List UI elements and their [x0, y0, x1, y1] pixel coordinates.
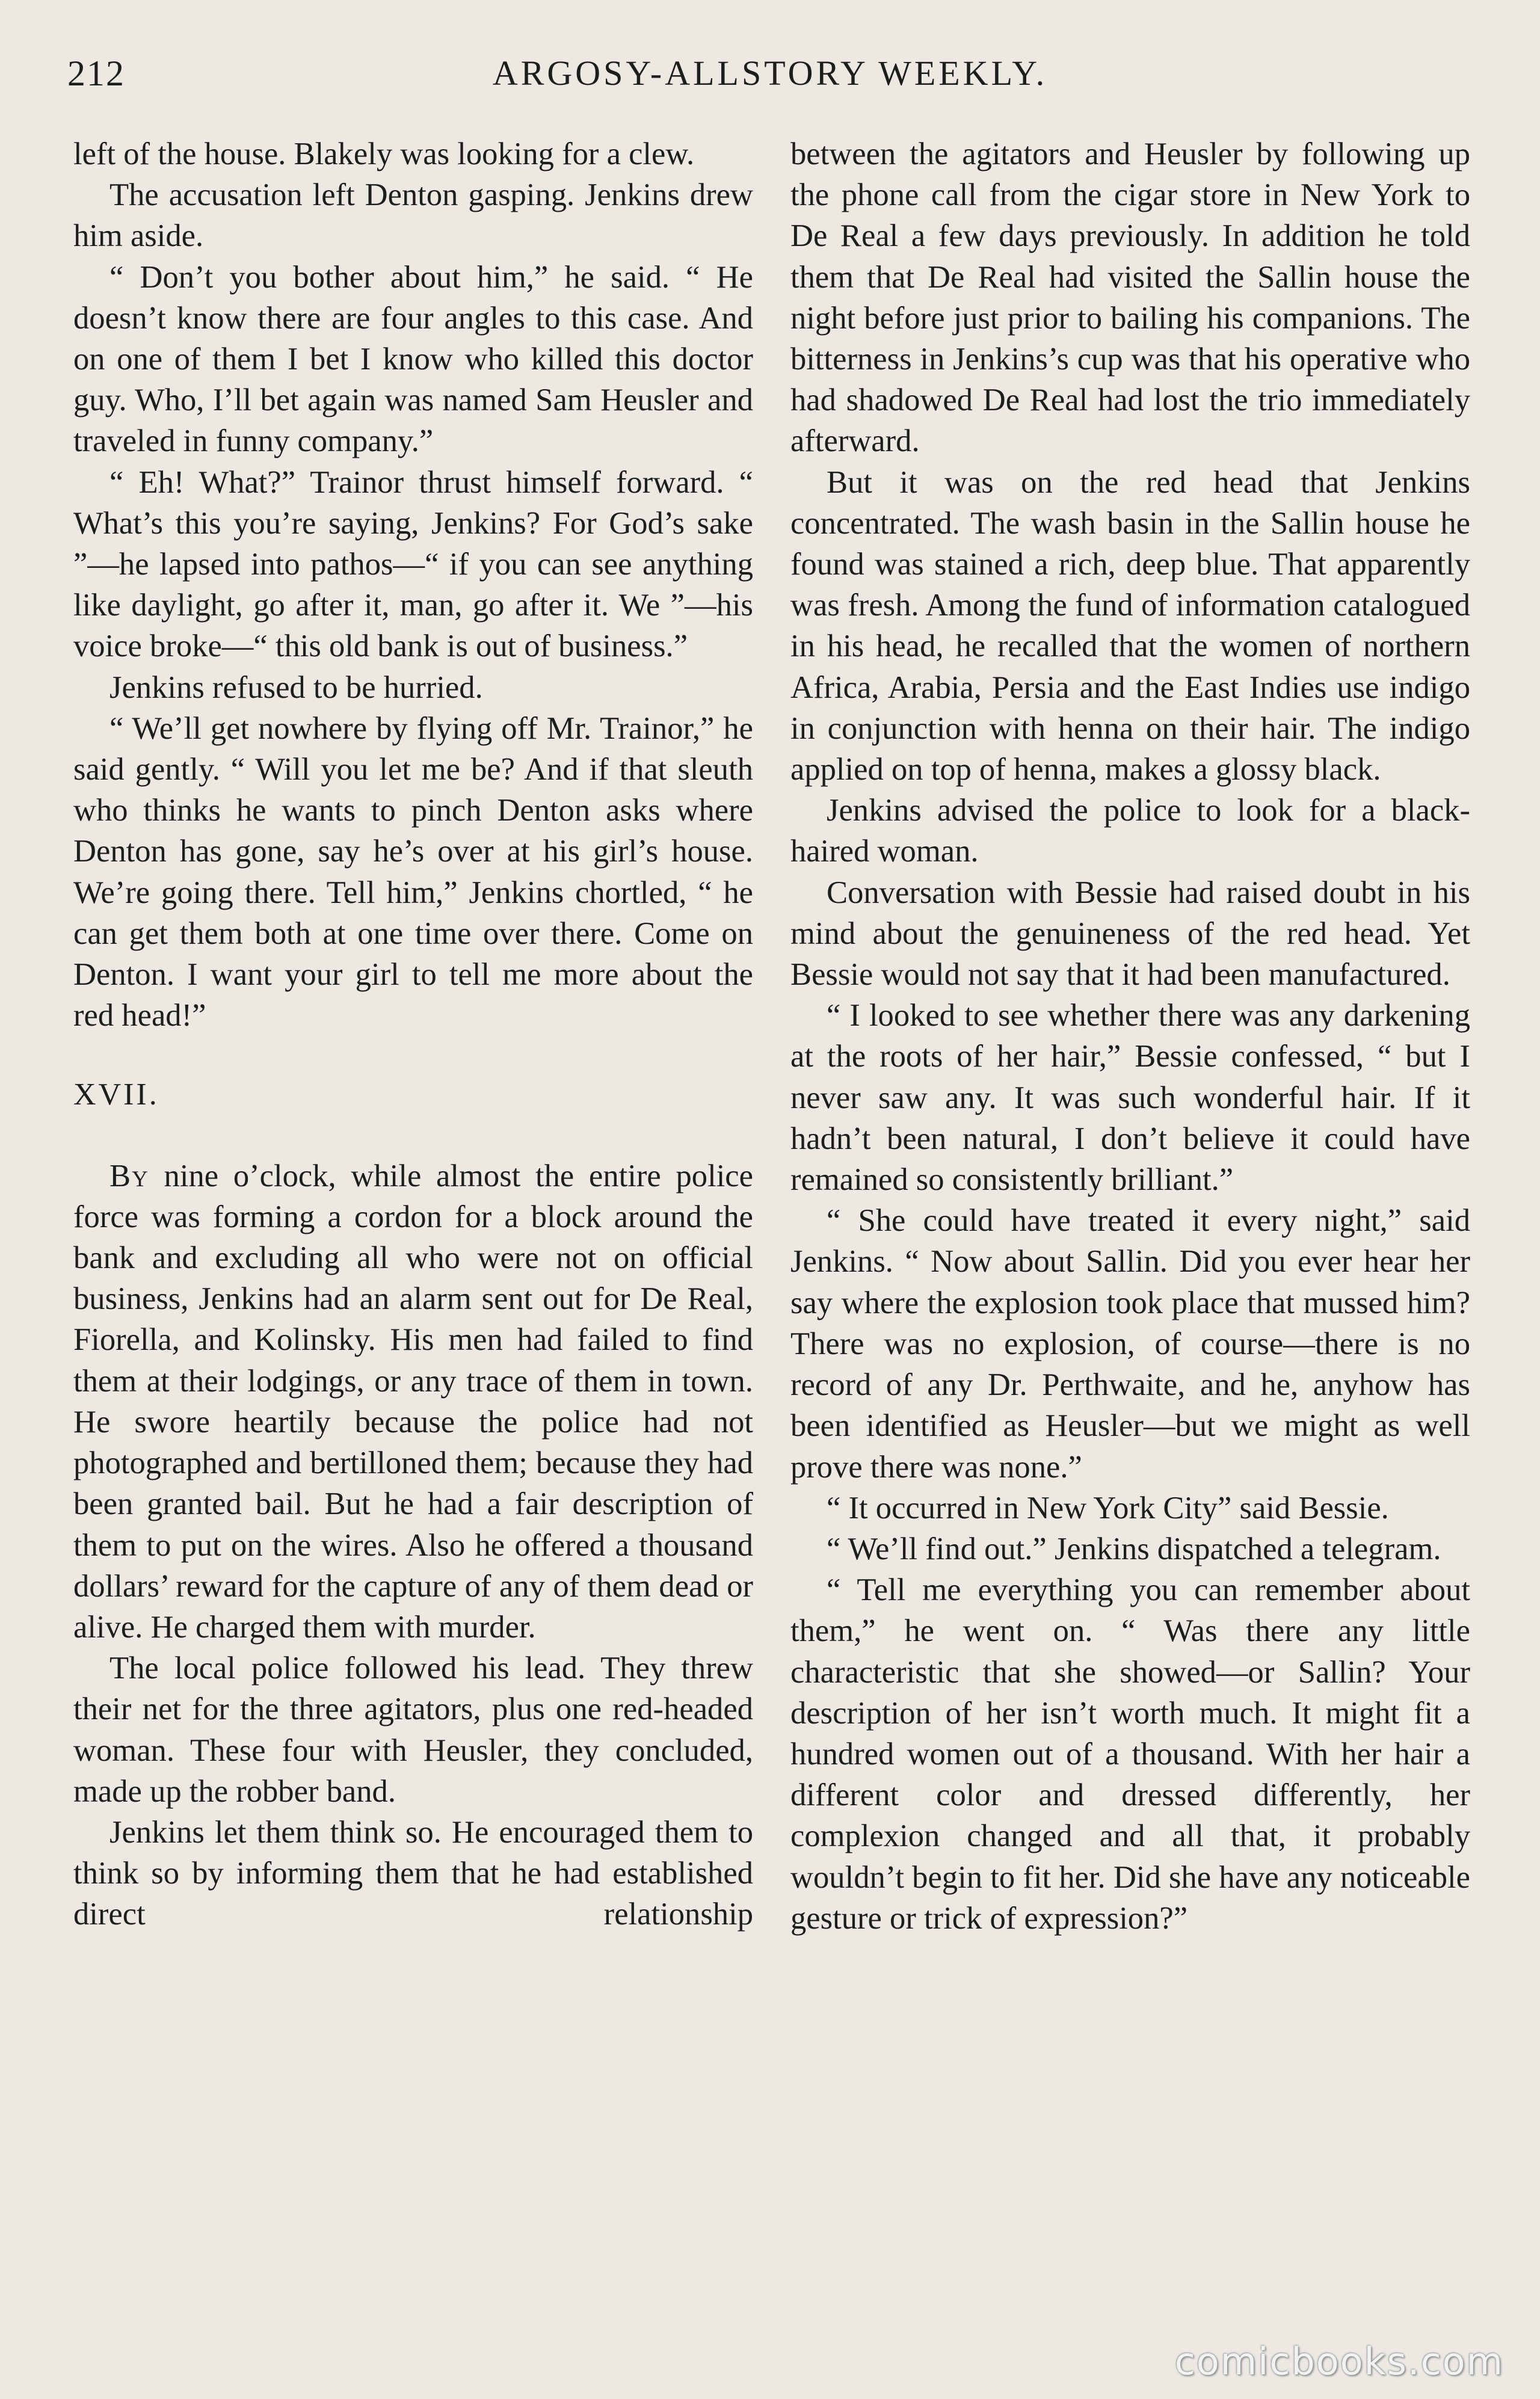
paragraph: left of the house. Blakely was looking for a clew. — [73, 137, 695, 171]
paragraph: “ Eh! What?” Trainor thrust himself forward. “ What’s this you’re saying, Jenkins? For God’s sake ”—he lapsed into pathos—“ if you can see anything like daylight, go after it, man, go after it. We ”—his voice broke—“ this old bank is out of business.” — [73, 464, 753, 664]
paragraph: “ She could have treated it every night,” said Jenkins. “ Now about Sallin. Did you ever hear her say where the explosion took place that mussed him? There was no explosion, of course—there is no record of any Dr. Perthwaite, and he, anyhow has been identified as Heusler—but we might as well prove there was none.” — [790, 1203, 1470, 1485]
paragraph: But it was on the red head that Jenkins concentrated. The wash basin in the Sallin house he found was stained a rich, deep blue. That apparently was fresh. Among the fund of information catalogued in his head, he recalled that the women of northern Africa, Arabia, Persia and the East Indies use indigo in conjunction with henna on their hair. The indigo applied on top of henna, makes a glossy black. — [790, 464, 1470, 787]
paragraph: “ Don’t you bother about him,” he said. “ He doesn’t know there are four angles to this case. And on one of them I bet I know who killed this doctor guy. Who, I’ll bet again was named Sam Heusler and traveled in funny company.” — [73, 259, 753, 459]
paragraph — [73, 1156, 753, 1648]
paragraph: “ We’ll get nowhere by flying off Mr. Trainor,” he said gently. “ Will you let me be? And if that sleuth who thinks he wants to pinch Denton asks where Denton has gone, say he’s over at his girl’s house. We’re going there. Tell him,” Jenkins chortled, “ he can get them both at one time over there. Come on Denton. I want your girl to tell me more about the red head!” — [73, 710, 753, 1033]
paragraph-text: nine o’clock, while almost the entire police force was forming a cordon for a block around the bank and excluding all who were not on official business, Jenkins had an alarm sent out for De Real, Fiorella, and Kolinsky. His men had failed to find them at their lodgings, or any trace of them in town. He swore heartily because the police had not photographed and bertilloned them; because they had been granted bail. But he had a fair description of them to put on the wires. Also he offered a thousand dollars’ reward for the capture of any of them dead or alive. He charged them with murder. — [73, 1158, 753, 1645]
paragraph: “ We’ll find out.” Jenkins dispatched a telegram. — [827, 1531, 1441, 1566]
paragraph: “ Tell me everything you can remember about them,” he went on. “ Was there any little characteristic that she showed—or Sallin? Your description of her isn’t worth much. It might fit a hundred women out of a thousand. With her hair a different color and dressed differently, her complexion changed and all that, it probably wouldn’t begin to fit her. Did she have any noticeable gesture or trick of expression?” — [790, 1572, 1470, 1936]
paragraph: Jenkins advised the police to look for a black-haired woman. — [790, 793, 1470, 869]
paragraph: between the agitators and Heusler by following up the phone call from the cigar store in New York to De Real a few days previously. In addition he told them that De Real had visited the Sallin house the night before just prior to bailing his companions. The bitterness in Jenkins’s cup was that his operative who had shadowed De Real had lost the trio immediately afterward. — [790, 137, 1470, 459]
watermark: comicbooks.com — [1174, 2339, 1504, 2383]
drop-word: By — [109, 1158, 149, 1193]
running-head: ARGOSY-ALLSTORY WEEKLY. — [492, 54, 1048, 93]
page-number: 212 — [67, 54, 125, 93]
section-heading: XVII. — [73, 1077, 159, 1112]
right-column — [790, 134, 1470, 1939]
paragraph: Jenkins let them think so. He encouraged them to think so by informing them that he had established direct relationship — [73, 1814, 753, 1932]
paragraph: Jenkins refused to be hurried. — [109, 670, 483, 705]
paragraph: “ I looked to see whether there was any darkening at the roots of her hair,” Bessie confessed, “ but I never saw any. It was such wonderful hair. If it hadn’t been natural, I don’t believe it could have remained so consistently brilliant.” — [790, 998, 1470, 1198]
paragraph: The accusation left Denton gasping. Jenkins drew him aside. — [73, 177, 753, 254]
paragraph: The local police followed his lead. They threw their net for the three agitators, plus one red-headed woman. These four with Heusler, they concluded, made up the robber band. — [73, 1651, 753, 1809]
left-column — [73, 134, 753, 1935]
page-header — [67, 53, 1473, 107]
paragraph: “ It occurred in New York City” said Bessie. — [827, 1490, 1389, 1526]
paragraph: Conversation with Bessie had raised doubt in his mind about the genuineness of the red head. Yet Bessie would not say that it had been manufactured. — [790, 875, 1470, 993]
